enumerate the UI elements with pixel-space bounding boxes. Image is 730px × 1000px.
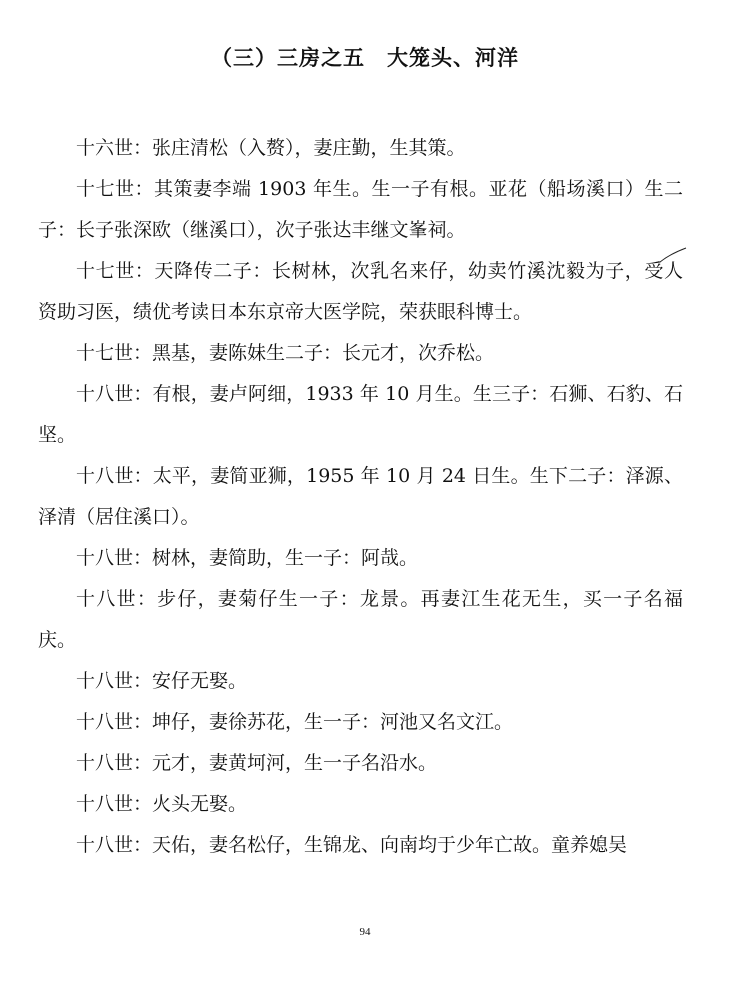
page-number: 94 (359, 926, 371, 938)
paragraph: 十八世：太平，妻简亚狮，1955 年 10 月 24 日生。生下二子：泽源、泽清（居住溪口）。 (38, 465, 683, 528)
paragraph: 十七世：黑基，妻陈妹生二子：长元才，次乔松。 (76, 342, 495, 364)
paragraph: 十七世：天降传二子：长树林，次乳名来仔，幼卖竹溪沈毅为子，受人资助习医，绩优考读日本东京帝大医学院，荣获眼科博士。 (38, 260, 683, 323)
paragraph: 十八世：步仔，妻菊仔生一子：龙景。再妻江生花无生，买一子名福庆。 (38, 588, 683, 651)
paragraph: 十八世：元才，妻黄坷河，生一子名沿水。 (76, 752, 438, 774)
paragraph: 十八世：火头无娶。 (76, 793, 248, 815)
paragraph: 十六世：张庄清松（入赘），妻庄勤，生其策。 (76, 137, 466, 159)
paragraph: 十八世：安仔无娶。 (76, 670, 248, 692)
genealogy-text (38, 128, 683, 866)
pen-stroke-mark (658, 246, 688, 266)
paragraph: 十七世：其策妻李端 1903 年生。生一子有根。亚花（船场溪口）生二子：长子张深欧（继溪口），次子张达丰继文峯祠。 (38, 178, 683, 241)
paragraph: 十八世：天佑，妻名松仔，生锦龙、向南均于少年亡故。童养媳吴 (76, 834, 628, 856)
paragraph: 十八世：坤仔，妻徐苏花，生一子：河池又名文江。 (76, 711, 514, 733)
paragraph: 十八世：有根，妻卢阿细，1933 年 10 月生。生三子：石狮、石豹、石坚。 (38, 383, 683, 446)
section-title: （三）三房之五 大笼头、河洋 (211, 46, 519, 70)
paragraph: 十八世：树林，妻简助，生一子：阿哉。 (76, 547, 419, 569)
